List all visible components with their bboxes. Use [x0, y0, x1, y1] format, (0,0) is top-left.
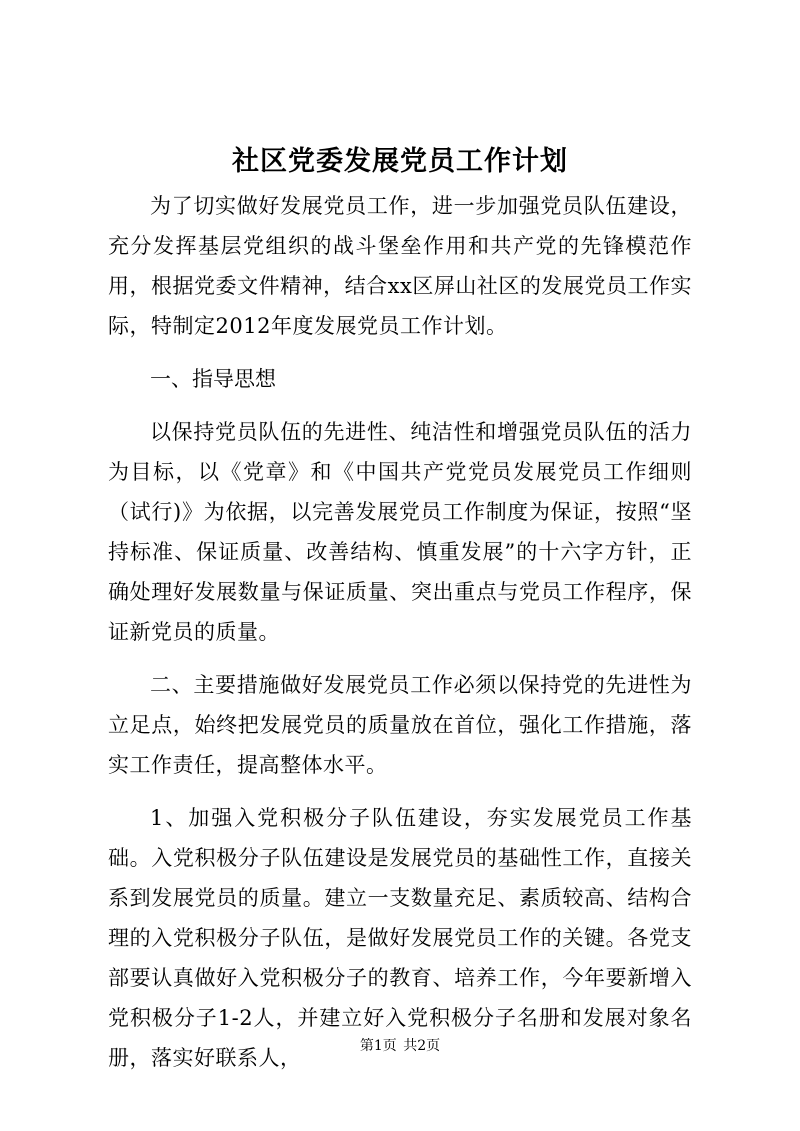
- main-measures-paragraph: 二、主要措施做好发展党员工作必须以保持党的先进性为立足点，始终把发展党员的质量放在首位，强化工作措施，落实工作责任，提高整体水平。: [108, 673, 692, 777]
- measure-1-paragraph: 1、加强入党积极分子队伍建设，夯实发展党员工作基础。入党积极分子队伍建设是发展党员的基础性工作，直接关系到发展党员的质量。建立一支数量充足、素质较高、结构合理的入党积极分子队伍，是做好发展党员工作的关键。各党支部要认真做好入党积极分子的教育、培养工作，今年要新增入党积极分子1-2人，并建立好入党积极分子名册和发展对象名册，落实好联系人，: [108, 806, 692, 1070]
- document-title: 社区党委发展党员工作计划: [232, 146, 568, 177]
- guiding-ideology-paragraph: 以保持党员队伍的先进性、纯洁性和增强党员队伍的活力为目标，以《党章》和《中国共产党党员发展党员工作细则（试行)》为依据，以完善发展党员工作制度为保证，按照“坚持标准、保证质量、改善结构、慎重发展”的十六字方针，正确处理好发展数量与保证质量、突出重点与党员工作程序，保证新党员的质量。: [108, 420, 692, 644]
- document-body: [108, 186, 692, 1091]
- intro-paragraph: 为了切实做好发展党员工作，进一步加强党员队伍建设，充分发挥基层党组织的战斗堡垒作用和共产党的先锋模范作用，根据党委文件精神，结合xx区屏山社区的发展党员工作实际，特制定2012年度发展党员工作计划。: [108, 194, 692, 338]
- page-number-footer: 第1页 共2页: [359, 1038, 441, 1054]
- section-heading-guiding-ideology: 一、指导思想: [150, 367, 276, 391]
